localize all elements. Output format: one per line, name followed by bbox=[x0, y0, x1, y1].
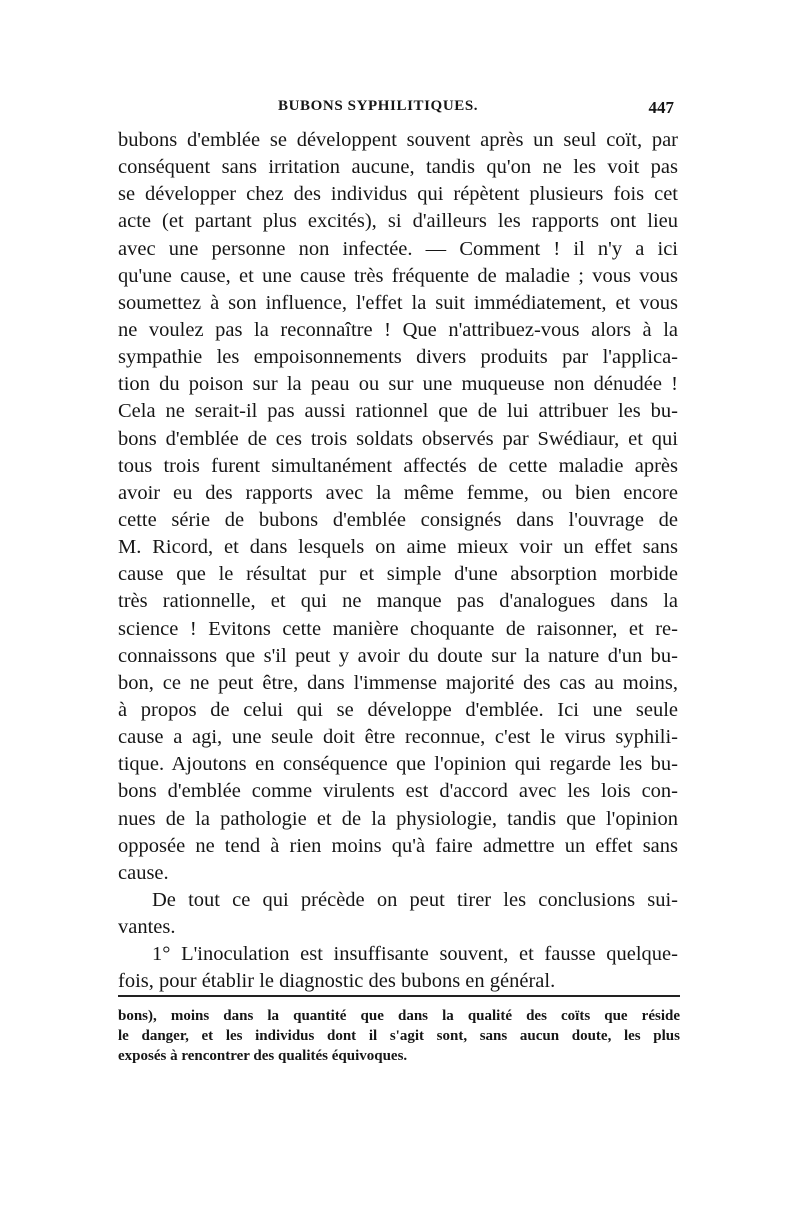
text-line: acte (et partant plus excités), si d'ailleurs les rapports ont lieu bbox=[118, 210, 678, 233]
text-line: tous trois furent simultanément affectés de cette maladie après bbox=[118, 454, 678, 477]
running-head bbox=[118, 98, 674, 122]
footnote bbox=[118, 1006, 680, 1066]
footnote-line: le danger, et les individus dont il s'agit sont, sans aucun doute, les plus bbox=[118, 1028, 680, 1044]
text-line: tique. Ajoutons en conséquence que l'opinion qui regarde les bu- bbox=[118, 753, 678, 776]
text-line: soumettez à son influence, l'effet la suit immédiatement, et vous bbox=[118, 291, 678, 314]
text-line: sympathie les empoisonnements divers produits par l'applica- bbox=[118, 346, 678, 369]
footnote-line: exposés à rencontrer des qualités équivoques. bbox=[118, 1048, 408, 1064]
text-line: cette série de bubons d'emblée consignés dans l'ouvrage de bbox=[118, 508, 678, 531]
text-line: cause que le résultat pur et simple d'une absorption morbide bbox=[118, 563, 678, 586]
text-line: tion du poison sur la peau ou sur une muqueuse non dénudée ! bbox=[118, 373, 678, 396]
text-line: connaissons que s'il peut y avoir du doute sur la nature d'un bu- bbox=[118, 644, 678, 667]
text-line: à propos de celui qui se développe d'emblée. Ici une seule bbox=[118, 698, 678, 721]
text-line: cause. bbox=[118, 861, 169, 884]
text-line: avec une personne non infectée. — Comment ! il n'y a ici bbox=[118, 237, 678, 260]
text-line: M. Ricord, et dans lesquels on aime mieux voir un effet sans bbox=[118, 536, 678, 559]
running-title: BUBONS SYPHILITIQUES. bbox=[278, 98, 479, 114]
conclusion-line: 1° L'inoculation est insuffisante souvent, et fausse quelque- bbox=[152, 943, 678, 966]
conclusion-line: fois, pour établir le diagnostic des bubons en général. bbox=[118, 970, 556, 993]
text-line: se développer chez des individus qui répètent plusieurs fois cet bbox=[118, 183, 678, 206]
text-line: science ! Evitons cette manière choquante de raisonner, et re- bbox=[118, 617, 678, 640]
paragraph-line: De tout ce qui précède on peut tirer les conclusions sui- bbox=[152, 888, 678, 911]
text-line: Cela ne serait-il pas aussi rationnel que de lui attribuer les bu- bbox=[118, 400, 678, 423]
paragraph-line: vantes. bbox=[118, 916, 176, 939]
text-line: nues de la pathologie et de la physiologie, tandis que l'opinion bbox=[118, 807, 678, 830]
text-line: bons d'emblée comme virulents est d'accord avec les lois con- bbox=[118, 780, 678, 803]
footnote-line: bons), moins dans la quantité que dans la qualité des coïts que réside bbox=[118, 1008, 680, 1024]
body-text bbox=[118, 127, 678, 996]
text-line: ne voulez pas la reconnaître ! Que n'attribuez-vous alors à la bbox=[118, 318, 678, 341]
text-line: bubons d'emblée se développent souvent après un seul coït, par bbox=[118, 129, 678, 151]
text-line: très rationnelle, et qui ne manque pas d'analogues dans la bbox=[118, 590, 678, 613]
text-line: bons d'emblée de ces trois soldats observés par Swédiaur, et qui bbox=[118, 427, 678, 450]
page-number: 447 bbox=[648, 98, 674, 117]
text-line: opposée ne tend à rien moins qu'à faire admettre un effet sans bbox=[118, 834, 678, 857]
text-line: conséquent sans irritation aucune, tandis qu'on ne les voit pas bbox=[118, 156, 678, 179]
footnote-divider bbox=[118, 995, 680, 997]
text-line: cause a agi, une seule doit être reconnue, c'est le virus syphili- bbox=[118, 726, 678, 749]
text-line: bon, ce ne peut être, dans l'immense majorité des cas au moins, bbox=[118, 671, 678, 694]
text-line: qu'une cause, et une cause très fréquente de maladie ; vous vous bbox=[118, 264, 678, 287]
text-line: avoir eu des rapports avec la même femme, ou bien encore bbox=[118, 481, 678, 504]
